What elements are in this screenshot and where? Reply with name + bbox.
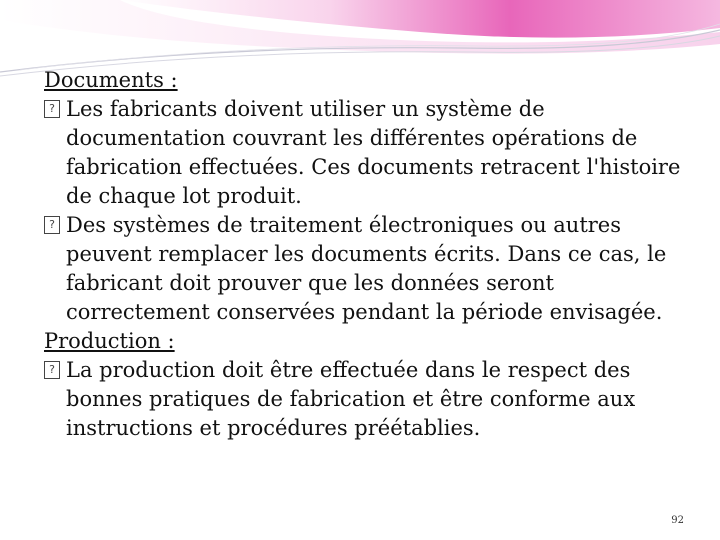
page-number: 92 <box>671 515 684 526</box>
paragraph <box>44 211 704 327</box>
slide-body <box>44 66 704 443</box>
paragraph-text: Des systèmes de traitement électroniques ou autres peuvent remplacer les documents écrits. Dans ce cas, le fabricant doit prouver que les données seront correctement conservées pendant la période envisagée. <box>66 213 667 324</box>
bullet-icon: ? <box>44 216 60 234</box>
paragraph <box>44 356 704 443</box>
bullet-icon: ? <box>44 100 60 118</box>
section-heading-documents: Documents : <box>44 68 178 92</box>
paragraph <box>44 95 704 211</box>
paragraph-text: Les fabricants doivent utiliser un système de documentation couvrant les différentes opérations de fabrication effectuées. Ces documents retracent l'histoire de chaque lot produit. <box>66 97 681 208</box>
section-documents <box>44 66 704 327</box>
bullet-icon: ? <box>44 361 60 379</box>
paragraph-text: La production doit être effectuée dans le respect des bonnes pratiques de fabrication et être conforme aux instructions et procédures préétablies. <box>66 358 636 440</box>
section-heading-production: Production : <box>44 329 175 353</box>
section-production <box>44 327 704 443</box>
